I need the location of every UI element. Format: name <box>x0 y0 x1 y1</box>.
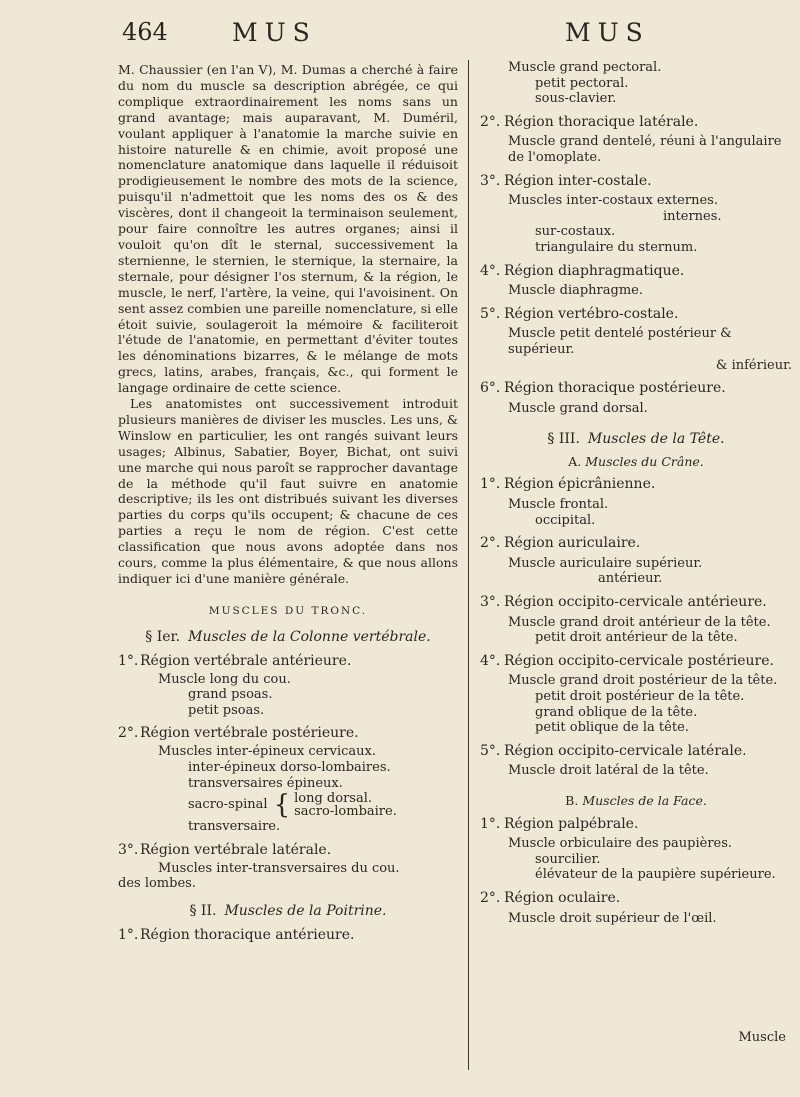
muscle-entry: grand oblique de la tête. <box>535 704 698 720</box>
brace-icon: { <box>273 790 291 821</box>
muscle-entry: Muscle droit latéral de la tête. <box>508 763 709 779</box>
muscle-entry: grand psoas. <box>188 687 273 703</box>
muscle-entry: Muscle grand pectoral. <box>508 60 662 75</box>
page-number: 464 <box>122 18 168 46</box>
muscle-entry: Muscles inter-transversaires du cou. <box>158 860 400 876</box>
muscle-entry: internes. <box>663 208 722 224</box>
muscle-entry: Muscles inter-costaux externes. <box>508 193 718 209</box>
muscle-entry: Muscle petit dentelé postérieur & supérieur. <box>508 326 732 357</box>
muscle-entry: inter-épineux dorso-lombaires. <box>188 759 391 775</box>
region-heading: 6°. Région thoracique postérieure. <box>480 380 726 397</box>
region-heading: 3°. Région inter-costale. <box>480 172 652 189</box>
muscle-entry: petit oblique de la tête. <box>535 720 689 736</box>
muscle-entry: Muscle orbiculaire des paupières. <box>508 836 733 852</box>
section-title: Muscles de la Poitrine. <box>224 902 387 919</box>
region-heading: 1°. Région palpébrale. <box>480 815 639 832</box>
running-header <box>0 18 800 58</box>
header-right-word: MUS <box>565 18 650 47</box>
section-symbol: § Ier. <box>145 628 181 645</box>
region-heading: 4°. Région occipito-cervicale postérieure. <box>480 652 774 669</box>
region-heading: 5°. Région occipito-cervicale latérale. <box>480 742 747 759</box>
muscle-entry: Muscle grand dentelé, réuni à l'angulaire de l'omoplate. <box>508 134 782 165</box>
header-left-word: MUS <box>232 18 317 47</box>
region-heading: 1°. Région vertébrale antérieure. <box>118 652 352 669</box>
right-column <box>480 60 792 926</box>
muscle-entry: Muscle long du cou. <box>158 671 291 687</box>
region-heading: 2°. Région vertébrale postérieure. <box>118 725 359 742</box>
region-heading: 2°. Région oculaire. <box>480 889 621 906</box>
paragraph-heading <box>480 432 792 448</box>
muscle-entry: petit pectoral. <box>535 75 629 91</box>
region-heading: 1°. Région épicrânienne. <box>480 476 656 493</box>
muscle-entry: Muscle auriculaire supérieur. <box>508 555 703 571</box>
muscle-entry: petit droit antérieur de la tête. <box>535 630 738 646</box>
column-divider <box>468 60 469 1070</box>
muscle-entry: transversaire. <box>188 819 281 835</box>
section-title: Muscles de la Tête. <box>587 431 725 448</box>
section-heading: MUSCLES DU TRONC. <box>208 604 368 617</box>
body-paragraph: Les anatomistes ont successivement introduit plusieurs manières de diviser les muscles. Les uns, & Winslow en particulier, les ont rangés suivant leurs usages; Albinus, Sabatier, Boyer, Bichat, ont suivi une marche qui nous paroît se rapprocher davantage de la méthode qu'il faut suivre en anatomie descriptive; ils les ont distribués suivant les diverses parties du corps qu'ils occupent; & chacune de ces parties a reçu le nom de région. C'est cette classification que nous avons adoptée dans nos cours, comme la plus élémentaire, & que nous allons indiquer ici d'une manière générale. <box>118 396 458 586</box>
muscle-entry: & inférieur. <box>715 357 792 373</box>
region-heading: 5°. Région vertébro-costale. <box>480 305 679 322</box>
muscle-entry: Muscle droit supérieur de l'œil. <box>508 910 717 926</box>
muscle-entry: sous-clavier. <box>535 91 617 107</box>
muscle-entry: Muscle diaphragme. <box>508 283 643 299</box>
muscle-entry: sourcilier. <box>535 851 601 867</box>
muscle-entry: Muscle grand dorsal. <box>508 400 648 416</box>
left-column <box>118 62 458 946</box>
region-heading: 4°. Région diaphragmatique. <box>480 262 685 279</box>
muscle-entry: des lombes. <box>118 876 196 892</box>
subsection-heading: A. Muscles du Crâne. <box>568 453 704 469</box>
muscle-entry: petit droit postérieur de la tête. <box>535 689 745 704</box>
region-heading: 3°. Région occipito-cervicale antérieure. <box>480 594 767 611</box>
section-symbol: § II. <box>189 902 217 919</box>
region-heading: 2°. Région auriculaire. <box>480 535 641 552</box>
region-heading: 2°. Région thoracique latérale. <box>480 113 699 130</box>
muscle-group: sacro-spinal { long dorsal. sacro-lombaire. <box>188 790 397 821</box>
muscle-entry: Muscle grand droit postérieur de la tête. <box>508 673 778 689</box>
muscle-entry: occipital. <box>535 512 596 528</box>
muscle-entry: Muscle frontal. <box>508 497 609 513</box>
muscle-entry: élévateur de la paupière supérieure. <box>535 867 776 883</box>
muscle-entry: transversaires épineux. <box>188 775 343 791</box>
catchword: Muscle <box>738 1030 786 1045</box>
region-heading: 1°. Région thoracique antérieure. <box>118 926 355 943</box>
section-title: Muscles de la Colonne vertébrale. <box>188 628 431 645</box>
muscle-entry: antérieur. <box>598 571 663 587</box>
paragraph-heading <box>118 630 458 646</box>
muscle-entry: sur-costaux. <box>535 224 616 240</box>
paragraph-heading <box>118 904 458 920</box>
region-heading: 3°. Région vertébrale latérale. <box>118 841 332 858</box>
muscle-entry: Muscle grand droit antérieur de la tête. <box>508 614 771 630</box>
muscle-entry: Muscles inter-épineux cervicaux. <box>158 744 376 760</box>
body-paragraph: M. Chaussier (en l'an V), M. Dumas a cherché à faire du nom du muscle sa description abrégée, ce qui complique extraordinairement les noms sans un grand avantage; mais auparavant, M. Duméril, voulant appliquer à l'anatomie la marche suivie en histoire naturelle & en chimie, avoit proposé une nomenclature anatomique dans laquelle il réduisoit prodigieusement le nombre des mots de la science, puisqu'il n'admettoit que les noms des os & des viscères, dont il changeoit la terminaison seulement, pour faire connoître les autres organes; ainsi il vouloit qu'on dît le sternal, successivement la sternienne, le sternien, le sternique, la sternaire, la sternale, pour désigner l'os sternum, & la région, le muscle, le nerf, l'artère, la veine, qui l'avoisinent. On sent assez combien une pareille nomenclature, si elle étoit suivie, soulageroit la mémoire & faciliteroit l'étude de l'anatomie, en permettant d'éviter toutes les dénominations bizarres, & le mélange de mots grecs, latins, arabes, français, &c., qui forment le langage ordinaire de cette science. <box>118 62 458 396</box>
muscle-entry: petit psoas. <box>188 702 265 718</box>
subsection-heading: B. Muscles de la Face. <box>565 792 707 808</box>
muscle-entry: triangulaire du sternum. <box>535 239 698 255</box>
section-symbol: § III. <box>547 431 580 448</box>
